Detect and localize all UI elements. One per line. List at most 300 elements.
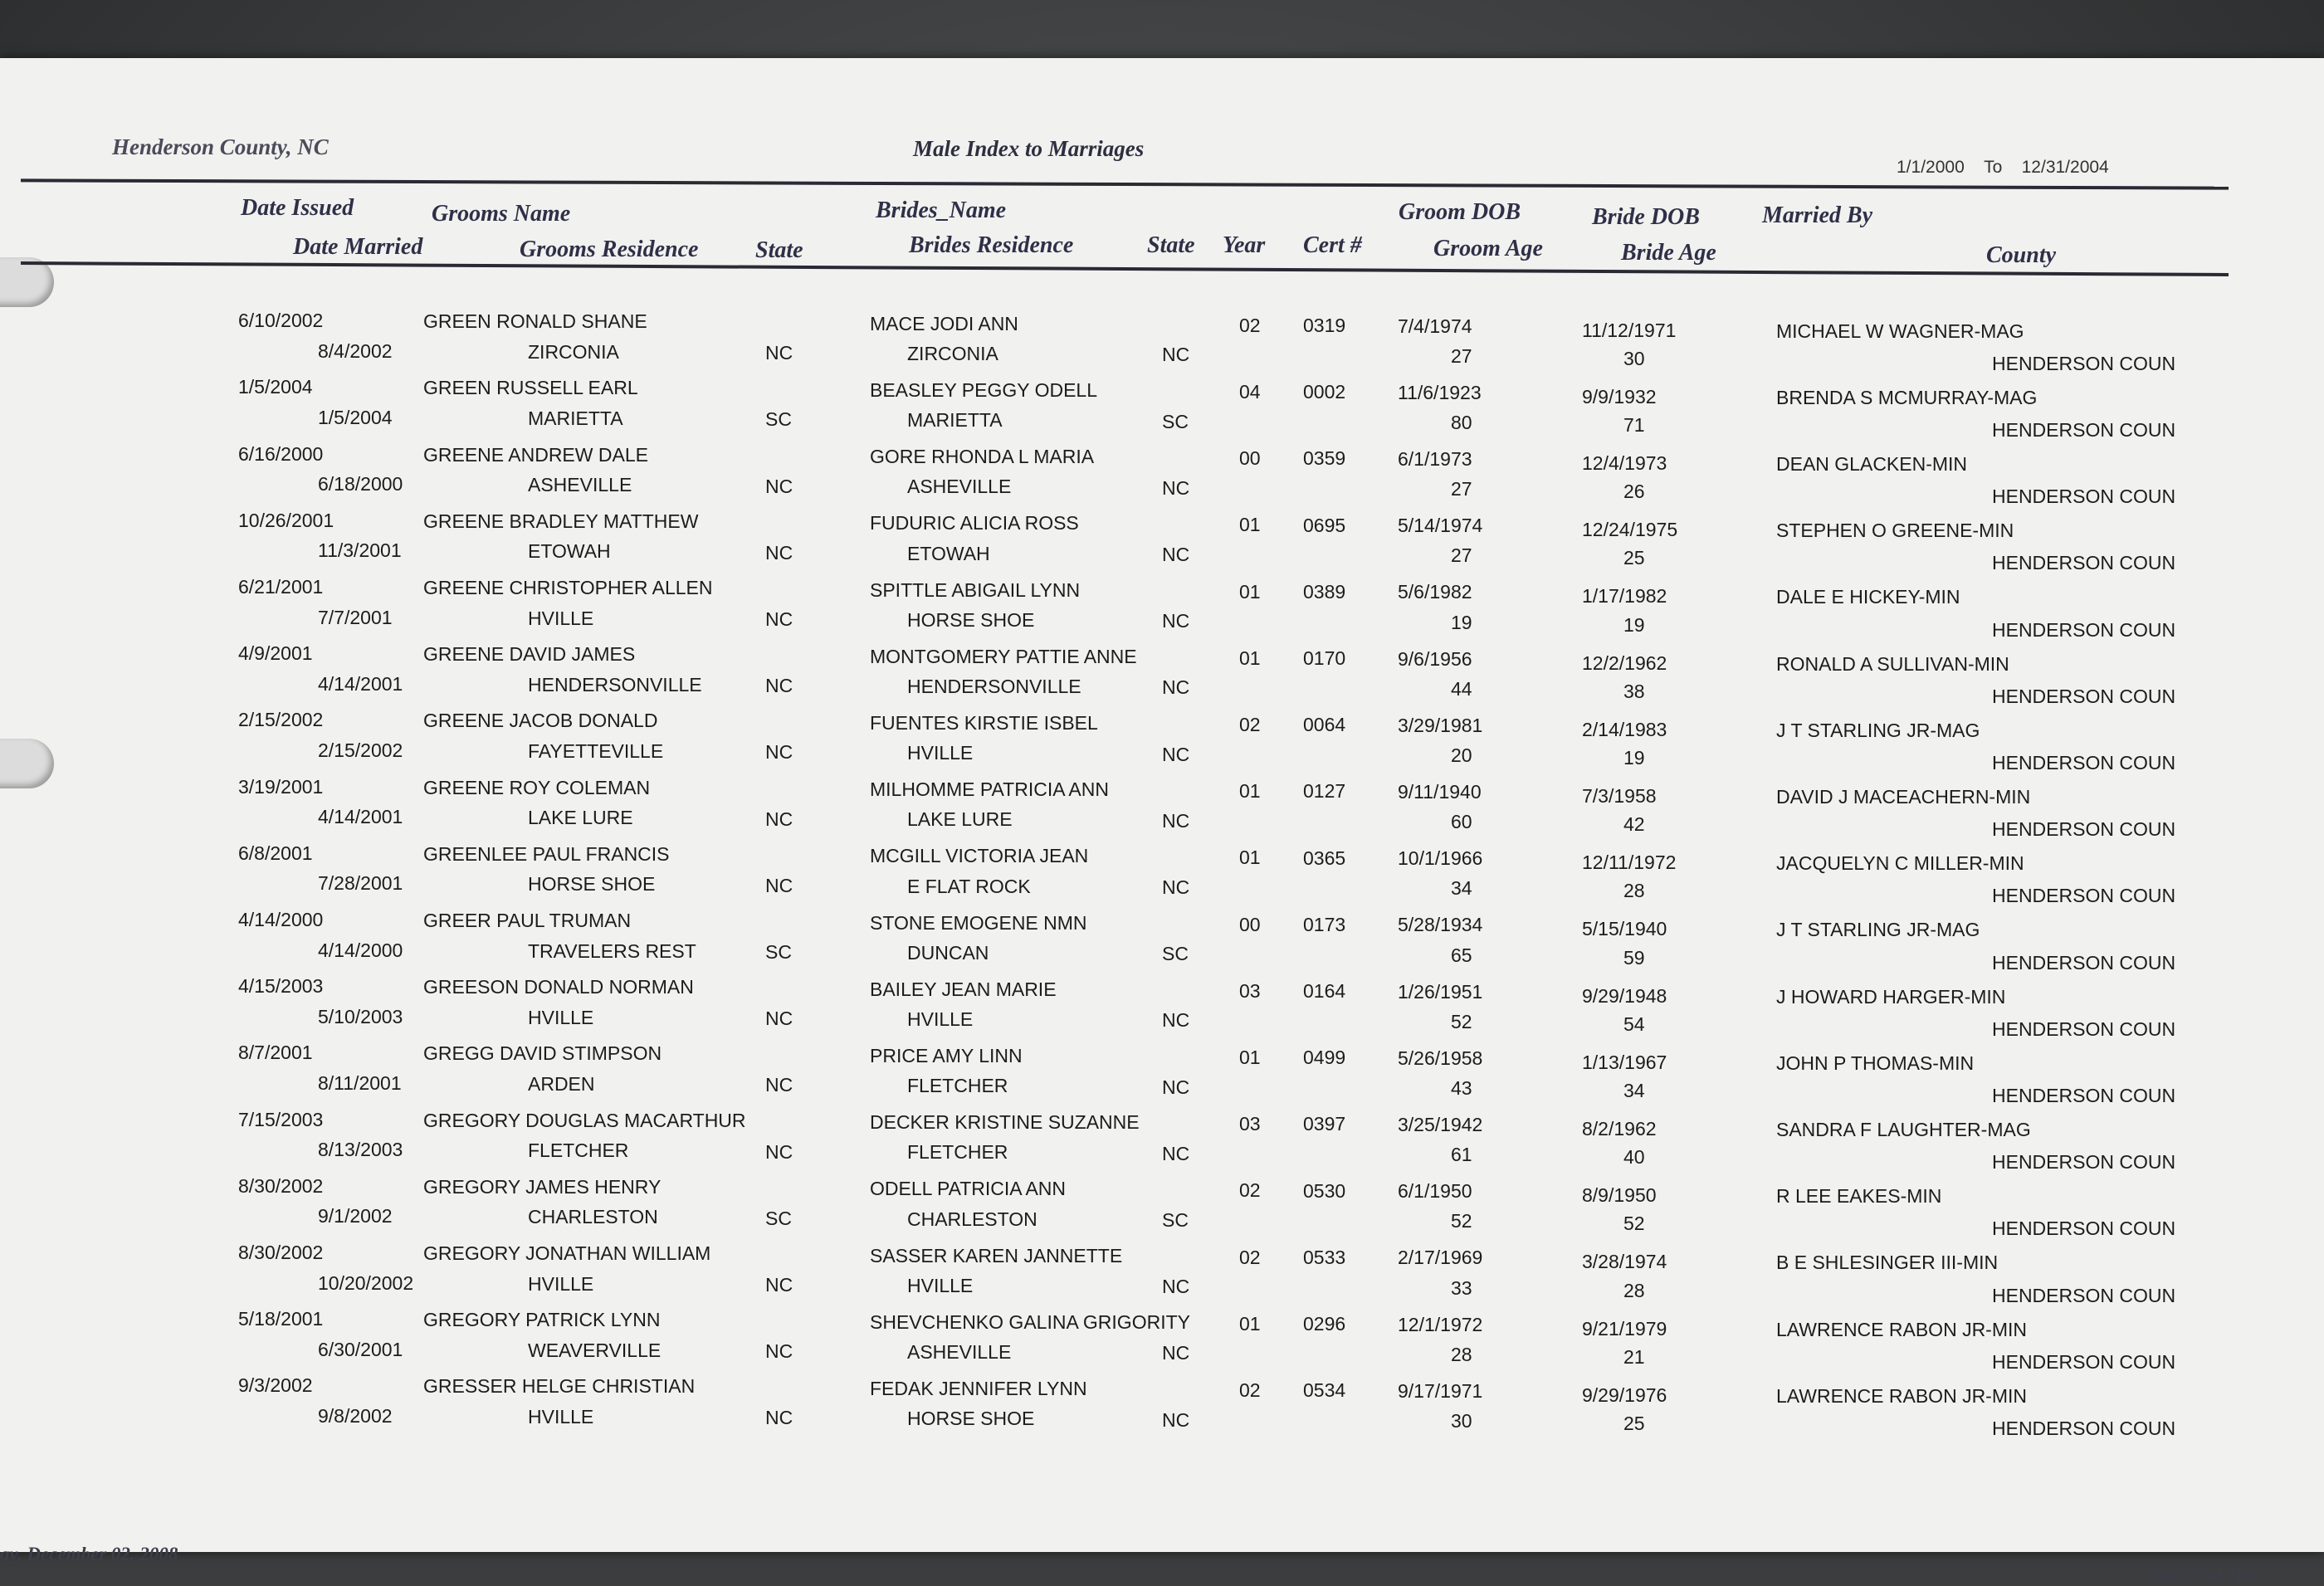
date-married-cell: 4/14/2001 [318, 806, 403, 828]
county-heading: Henderson County, NC [112, 134, 329, 159]
bride-residence-cell: HVILLE [907, 1008, 974, 1030]
bride-state-cell: SC [1162, 1208, 1189, 1231]
cert-cell: 0359 [1303, 447, 1346, 470]
bride-dob-cell: 3/28/1974 [1582, 1251, 1667, 1273]
county-cell: HENDERSON COUN [1992, 1017, 2176, 1040]
bride-name-cell: MILHOMME PATRICIA ANN [870, 778, 1109, 801]
groom-residence-cell: WEAVERVILLE [528, 1339, 662, 1361]
groom-age-cell: 43 [1451, 1077, 1472, 1100]
year-cell: 01 [1239, 647, 1261, 669]
bride-age-cell: 25 [1623, 1413, 1645, 1434]
groom-dob-cell: 2/17/1969 [1398, 1247, 1483, 1269]
col-cert: Cert # [1303, 232, 1362, 258]
date-issued-cell: 8/7/2001 [238, 1042, 313, 1064]
married-by-cell: SANDRA F LAUGHTER-MAG [1776, 1119, 2031, 1141]
groom-age-cell: 28 [1451, 1343, 1472, 1365]
groom-residence-cell: CHARLESTON [528, 1206, 658, 1228]
bride-name-cell: DECKER KRISTINE SUZANNE [870, 1111, 1140, 1134]
date-married-cell: 10/20/2002 [318, 1271, 414, 1294]
county-cell: HENDERSON COUN [1992, 951, 2176, 974]
groom-state-cell: NC [765, 541, 793, 564]
groom-residence-cell: FAYETTEVILLE [528, 740, 664, 763]
cert-cell: 0173 [1303, 913, 1346, 935]
header-bottom-rule [21, 261, 2229, 276]
groom-state-cell: NC [765, 608, 793, 630]
bride-age-cell: 19 [1623, 613, 1645, 636]
bride-age-cell: 54 [1623, 1013, 1645, 1035]
date-issued-cell: 9/3/2002 [238, 1374, 313, 1397]
married-by-cell: J HOWARD HARGER-MIN [1776, 985, 2006, 1008]
bride-dob-cell: 7/3/1958 [1582, 784, 1657, 807]
bride-dob-cell: 9/29/1976 [1582, 1383, 1667, 1406]
year-cell: 01 [1239, 780, 1261, 803]
county-cell: HENDERSON COUN [1992, 1085, 2176, 1106]
page-number: Page 77 of 219 [2150, 1567, 2252, 1585]
document-page [0, 58, 2324, 1585]
county-cell: HENDERSON COUN [1992, 1284, 2176, 1306]
date-married-cell: 11/3/2001 [318, 539, 402, 562]
groom-residence-cell: HVILLE [528, 1006, 594, 1028]
groom-dob-cell: 10/1/1966 [1398, 847, 1483, 870]
bride-name-cell: MCGILL VICTORIA JEAN [870, 845, 1089, 867]
col-brides-residence: Brides Residence [909, 232, 1074, 258]
county-cell: HENDERSON COUN [1992, 685, 2176, 707]
married-by-cell: MICHAEL W WAGNER-MAG [1776, 320, 2024, 342]
bride-residence-cell: LAKE LURE [907, 808, 1013, 831]
date-issued-cell: 10/26/2001 [238, 509, 334, 531]
date-married-cell: 1/5/2004 [318, 406, 393, 428]
county-cell: HENDERSON COUN [1992, 486, 2176, 508]
date-issued-cell: 6/8/2001 [238, 842, 313, 864]
cert-cell: 0170 [1303, 647, 1346, 670]
date-issued-cell: 5/18/2001 [238, 1308, 324, 1330]
bride-age-cell: 21 [1623, 1345, 1645, 1368]
bride-residence-cell: HVILLE [907, 742, 974, 764]
groom-name-cell: GREEN RUSSELL EARL [423, 377, 638, 399]
bride-age-cell: 71 [1623, 414, 1645, 436]
groom-residence-cell: HVILLE [528, 607, 594, 629]
cert-cell: 0499 [1303, 1047, 1346, 1069]
date-married-cell: 4/14/2000 [318, 939, 403, 961]
groom-name-cell: GREGORY JAMES HENRY [423, 1175, 662, 1198]
groom-state-cell: NC [765, 1340, 793, 1363]
groom-age-cell: 34 [1451, 877, 1472, 900]
married-by-cell: R LEE EAKES-MIN [1776, 1185, 1942, 1208]
groom-age-cell: 52 [1451, 1210, 1472, 1232]
bride-dob-cell: 12/11/1972 [1582, 852, 1677, 874]
county-cell: HENDERSON COUN [1992, 618, 2176, 641]
groom-age-cell: 52 [1451, 1010, 1472, 1032]
groom-age-cell: 44 [1451, 677, 1472, 700]
year-cell: 00 [1239, 913, 1261, 935]
report-title: Male Index to Marriages [913, 136, 1145, 161]
bride-name-cell: BAILEY JEAN MARIE [870, 978, 1057, 1000]
cert-cell: 0064 [1303, 714, 1346, 736]
col-groom-dob: Groom DOB [1399, 199, 1521, 225]
bride-state-cell: NC [1162, 1076, 1190, 1098]
county-cell: HENDERSON COUN [1992, 1151, 2176, 1174]
cert-cell: 0319 [1303, 315, 1346, 337]
bride-name-cell: MONTGOMERY PATTIE ANNE [870, 645, 1137, 667]
cert-cell: 0365 [1303, 847, 1346, 869]
groom-state-cell: NC [765, 741, 793, 764]
cert-cell: 0296 [1303, 1313, 1346, 1335]
bride-state-cell: NC [1162, 1342, 1190, 1364]
bride-age-cell: 52 [1623, 1213, 1645, 1235]
groom-name-cell: GREENE ANDREW DALE [423, 443, 648, 466]
bride-age-cell: 25 [1623, 547, 1645, 569]
bride-name-cell: ODELL PATRICIA ANN [870, 1178, 1067, 1200]
groom-residence-cell: ARDEN [528, 1073, 595, 1096]
bride-residence-cell: DUNCAN [907, 941, 989, 964]
bride-residence-cell: CHARLESTON [907, 1208, 1038, 1230]
bride-age-cell: 38 [1623, 680, 1645, 702]
groom-name-cell: GREER PAUL TRUMAN [423, 910, 632, 932]
year-cell: 02 [1239, 713, 1261, 735]
groom-dob-cell: 11/6/1923 [1398, 381, 1482, 403]
bride-residence-cell: ETOWAH [907, 542, 990, 564]
bride-residence-cell: ASHEVILLE [907, 476, 1012, 498]
date-married-cell: 8/13/2003 [318, 1139, 403, 1161]
bride-age-cell: 26 [1623, 481, 1645, 503]
bride-name-cell: MACE JODI ANN [870, 312, 1018, 334]
bride-residence-cell: E FLAT ROCK [907, 875, 1031, 897]
groom-dob-cell: 5/28/1934 [1398, 914, 1483, 936]
date-married-cell: 6/18/2000 [318, 473, 403, 495]
groom-age-cell: 30 [1451, 1410, 1472, 1432]
bride-state-cell: NC [1162, 1408, 1190, 1431]
bride-residence-cell: FLETCHER [907, 1075, 1008, 1097]
married-by-cell: B E SHLESINGER III-MIN [1776, 1252, 1999, 1274]
bride-name-cell: STONE EMOGENE NMN [870, 911, 1087, 934]
date-from: 1/1/2000 [1897, 158, 1965, 177]
bride-name-cell: SASSER KAREN JANNETTE [870, 1244, 1123, 1266]
groom-age-cell: 33 [1451, 1276, 1472, 1299]
year-cell: 02 [1239, 1379, 1261, 1401]
groom-age-cell: 27 [1451, 478, 1472, 500]
col-bride-age: Bride Age [1621, 240, 1716, 266]
married-by-cell: DAVID J MACEACHERN-MIN [1776, 786, 2031, 808]
bride-state-cell: NC [1162, 876, 1190, 898]
date-married-cell: 7/7/2001 [318, 606, 393, 628]
date-issued-cell: 4/14/2000 [238, 909, 324, 931]
bride-name-cell: FUDURIC ALICIA ROSS [870, 512, 1079, 534]
col-date-married: Date Married [293, 234, 423, 260]
date-married-cell: 5/10/2003 [318, 1005, 403, 1027]
bride-state-cell: NC [1162, 743, 1190, 765]
bride-state-cell: NC [1162, 1276, 1190, 1298]
date-married-cell: 6/30/2001 [318, 1338, 403, 1360]
cert-cell: 0530 [1303, 1179, 1346, 1202]
groom-residence-cell: ETOWAH [528, 540, 611, 563]
groom-state-cell: NC [765, 342, 793, 364]
married-by-cell: BRENDA S MCMURRAY-MAG [1776, 386, 2038, 408]
to-label: To [1984, 158, 2003, 177]
county-cell: HENDERSON COUN [1992, 1350, 2176, 1373]
groom-state-cell: NC [765, 1273, 793, 1296]
date-issued-cell: 7/15/2003 [238, 1108, 324, 1130]
col-state-2: State [1147, 232, 1195, 258]
county-cell: HENDERSON COUN [1992, 752, 2176, 773]
year-cell: 01 [1239, 580, 1261, 603]
groom-age-cell: 27 [1451, 344, 1472, 367]
col-brides-name: Brides_Name [876, 198, 1007, 223]
groom-state-cell: NC [765, 1008, 793, 1030]
married-by-cell: LAWRENCE RABON JR-MIN [1776, 1318, 2027, 1340]
married-by-cell: LAWRENCE RABON JR-MIN [1776, 1384, 2027, 1407]
bride-residence-cell: MARIETTA [907, 409, 1003, 432]
bride-name-cell: FEDAK JENNIFER LYNN [870, 1377, 1087, 1399]
groom-name-cell: GREENLEE PAUL FRANCIS [423, 842, 670, 865]
col-grooms-residence: Grooms Residence [520, 237, 699, 262]
groom-residence-cell: HVILLE [528, 1406, 594, 1428]
married-by-cell: J T STARLING JR-MAG [1776, 719, 1980, 741]
groom-age-cell: 61 [1451, 1144, 1472, 1166]
bride-dob-cell: 5/15/1940 [1582, 918, 1667, 940]
year-cell: 01 [1239, 1046, 1261, 1068]
date-married-cell: 9/8/2002 [318, 1404, 393, 1427]
groom-residence-cell: HORSE SHOE [528, 873, 656, 895]
date-issued-cell: 3/19/2001 [238, 775, 324, 798]
groom-residence-cell: ZIRCONIA [528, 340, 619, 363]
col-groom-age: Groom Age [1433, 236, 1543, 261]
groom-residence-cell: HVILLE [528, 1272, 594, 1295]
bride-state-cell: NC [1162, 1009, 1190, 1032]
groom-residence-cell: HENDERSONVILLE [528, 673, 702, 695]
bride-name-cell: BEASLEY PEGGY ODELL [870, 378, 1098, 401]
bride-state-cell: SC [1162, 410, 1189, 432]
groom-state-cell: NC [765, 1074, 793, 1096]
cert-cell: 0389 [1303, 580, 1346, 603]
groom-age-cell: 27 [1451, 544, 1472, 567]
bride-dob-cell: 8/2/1962 [1582, 1117, 1657, 1139]
groom-name-cell: GREGORY JONATHAN WILLIAM [423, 1242, 711, 1265]
bride-dob-cell: 1/13/1967 [1582, 1051, 1667, 1073]
bride-age-cell: 34 [1623, 1080, 1645, 1101]
groom-name-cell: GREENE DAVID JAMES [423, 643, 636, 666]
groom-dob-cell: 12/1/1972 [1398, 1313, 1483, 1335]
bride-name-cell: SPITTLE ABIGAIL LYNN [870, 578, 1081, 601]
groom-state-cell: NC [765, 675, 793, 697]
groom-residence-cell: LAKE LURE [528, 807, 633, 829]
county-cell: HENDERSON COUN [1992, 818, 2176, 841]
groom-residence-cell: TRAVELERS REST [528, 939, 696, 962]
groom-state-cell: NC [765, 808, 793, 830]
married-by-cell: JOHN P THOMAS-MIN [1776, 1052, 1975, 1074]
date-married-cell: 2/15/2002 [318, 739, 403, 761]
cert-cell: 0533 [1303, 1246, 1346, 1268]
groom-dob-cell: 5/14/1974 [1398, 515, 1483, 537]
groom-name-cell: GREESON DONALD NORMAN [423, 976, 694, 998]
year-cell: 02 [1239, 1246, 1261, 1268]
bride-name-cell: GORE RHONDA L MARIA [870, 446, 1095, 468]
date-to: 12/31/2004 [2021, 158, 2109, 177]
groom-dob-cell: 9/11/1940 [1398, 780, 1482, 803]
bride-state-cell: NC [1162, 344, 1190, 366]
groom-name-cell: GREGG DAVID STIMPSON [423, 1042, 662, 1065]
cert-cell: 0695 [1303, 514, 1346, 536]
cert-cell: 0127 [1303, 780, 1346, 803]
date-range [1897, 158, 2109, 178]
groom-name-cell: GREENE ROY COLEMAN [423, 776, 651, 798]
groom-name-cell: GREGORY DOUGLAS MACARTHUR [423, 1109, 746, 1131]
date-married-cell: 8/11/2001 [318, 1071, 402, 1094]
bride-dob-cell: 11/12/1971 [1582, 319, 1677, 341]
bride-age-cell: 28 [1623, 1279, 1645, 1301]
date-issued-cell: 2/15/2002 [238, 709, 324, 731]
year-cell: 01 [1239, 514, 1261, 536]
groom-age-cell: 60 [1451, 811, 1472, 833]
cert-cell: 0164 [1303, 980, 1346, 1003]
bride-age-cell: 30 [1623, 347, 1645, 369]
year-cell: 01 [1239, 1312, 1261, 1335]
date-issued-cell: 6/16/2000 [238, 442, 324, 465]
bride-dob-cell: 9/29/1948 [1582, 984, 1667, 1007]
groom-age-cell: 65 [1451, 944, 1472, 966]
bride-age-cell: 59 [1623, 946, 1645, 969]
year-cell: 04 [1239, 380, 1261, 403]
county-cell: HENDERSON COUN [1992, 1418, 2176, 1439]
groom-age-cell: 19 [1451, 611, 1472, 633]
bride-name-cell: FUENTES KIRSTIE ISBEL [870, 711, 1098, 734]
year-cell: 03 [1239, 979, 1261, 1002]
married-by-cell: DEAN GLACKEN-MIN [1776, 453, 1968, 476]
bride-residence-cell: HORSE SHOE [907, 1408, 1035, 1430]
bride-dob-cell: 12/2/1962 [1582, 651, 1667, 674]
married-by-cell: JACQUELYN C MILLER-MIN [1776, 852, 2024, 875]
date-married-cell: 4/14/2001 [318, 672, 403, 695]
binder-ring [0, 739, 54, 788]
date-issued-cell: 1/5/2004 [238, 376, 313, 398]
date-issued-cell: 8/30/2002 [238, 1174, 324, 1197]
married-by-cell: DALE E HICKEY-MIN [1776, 586, 1960, 608]
groom-age-cell: 20 [1451, 744, 1472, 767]
groom-state-cell: SC [765, 408, 792, 431]
year-cell: 00 [1239, 447, 1261, 470]
bride-state-cell: NC [1162, 809, 1190, 832]
groom-dob-cell: 5/6/1982 [1398, 581, 1472, 603]
bride-name-cell: SHEVCHENKO GALINA GRIGORITY [870, 1310, 1190, 1333]
col-year: Year [1223, 232, 1266, 258]
date-issued-cell: 6/21/2001 [238, 576, 324, 598]
col-state: State [755, 237, 803, 263]
married-by-cell: STEPHEN O GREENE-MIN [1776, 520, 2014, 542]
bride-state-cell: NC [1162, 610, 1190, 632]
year-cell: 02 [1239, 1179, 1261, 1202]
groom-state-cell: NC [765, 1140, 793, 1163]
col-married-by: Married By [1762, 203, 1872, 228]
cert-cell: 0534 [1303, 1379, 1346, 1402]
bride-age-cell: 19 [1623, 747, 1645, 769]
header-top-rule [21, 178, 2229, 189]
date-issued-cell: 4/15/2003 [238, 975, 324, 998]
groom-state-cell: NC [765, 475, 793, 497]
groom-name-cell: GREENE CHRISTOPHER ALLEN [423, 577, 713, 599]
bride-residence-cell: HENDERSONVILLE [907, 675, 1081, 697]
groom-state-cell: SC [765, 1207, 792, 1229]
bride-dob-cell: 8/9/1950 [1582, 1184, 1657, 1207]
groom-dob-cell: 9/6/1956 [1398, 647, 1472, 670]
groom-dob-cell: 5/26/1958 [1398, 1047, 1483, 1069]
cert-cell: 0397 [1303, 1113, 1346, 1135]
groom-dob-cell: 1/26/1951 [1398, 980, 1483, 1003]
county-cell: HENDERSON COUN [1992, 352, 2176, 374]
groom-dob-cell: 7/4/1974 [1398, 315, 1472, 337]
groom-state-cell: SC [765, 940, 792, 963]
groom-residence-cell: ASHEVILLE [528, 474, 632, 496]
year-cell: 02 [1239, 314, 1261, 336]
col-bride-dob: Bride DOB [1592, 204, 1700, 230]
col-date-issued: Date Issued [241, 195, 354, 221]
groom-age-cell: 80 [1451, 412, 1472, 434]
bride-dob-cell: 12/24/1975 [1582, 519, 1678, 541]
col-county: County [1986, 242, 2057, 268]
county-cell: HENDERSON COUN [1992, 419, 2176, 441]
groom-name-cell: GREEN RONALD SHANE [423, 310, 647, 333]
date-married-cell: 9/1/2002 [318, 1205, 393, 1227]
date-issued-cell: 4/9/2001 [238, 642, 313, 665]
date-married-cell: 7/28/2001 [318, 872, 403, 895]
groom-dob-cell: 9/17/1971 [1398, 1379, 1483, 1402]
bride-residence-cell: HVILLE [907, 1274, 974, 1296]
bride-dob-cell: 9/9/1932 [1582, 385, 1657, 407]
bride-state-cell: NC [1162, 676, 1190, 699]
county-cell: HENDERSON COUN [1992, 1218, 2176, 1240]
year-cell: 03 [1239, 1113, 1261, 1135]
groom-dob-cell: 6/1/1973 [1398, 447, 1472, 470]
bride-residence-cell: ASHEVILLE [907, 1340, 1012, 1363]
print-date: ay, December 02, 2008 [0, 1544, 178, 1564]
groom-dob-cell: 6/1/1950 [1398, 1180, 1472, 1203]
bride-state-cell: SC [1162, 943, 1189, 965]
bride-name-cell: PRICE AMY LINN [870, 1044, 1023, 1066]
bride-dob-cell: 1/17/1982 [1582, 585, 1667, 608]
bride-dob-cell: 2/14/1983 [1582, 718, 1667, 740]
bride-residence-cell: FLETCHER [907, 1141, 1008, 1164]
married-by-cell: J T STARLING JR-MAG [1776, 919, 1980, 941]
groom-residence-cell: FLETCHER [528, 1139, 629, 1162]
bride-dob-cell: 12/4/1973 [1582, 451, 1667, 474]
bride-age-cell: 28 [1623, 880, 1645, 902]
bride-state-cell: NC [1162, 1142, 1190, 1164]
col-grooms-name: Grooms Name [432, 201, 571, 227]
date-married-cell: 8/4/2002 [318, 339, 393, 362]
groom-state-cell: NC [765, 1407, 793, 1429]
date-issued-cell: 8/30/2002 [238, 1242, 324, 1264]
bride-state-cell: NC [1162, 543, 1190, 565]
bride-age-cell: 40 [1623, 1146, 1645, 1169]
bride-residence-cell: ZIRCONIA [907, 342, 998, 364]
groom-name-cell: GREENE JACOB DONALD [423, 710, 658, 732]
groom-name-cell: GREGORY PATRICK LYNN [423, 1309, 661, 1331]
groom-dob-cell: 3/25/1942 [1398, 1113, 1483, 1135]
date-issued-cell: 6/10/2002 [238, 310, 324, 332]
groom-dob-cell: 3/29/1981 [1398, 714, 1483, 736]
bride-dob-cell: 9/21/1979 [1582, 1317, 1667, 1340]
cert-cell: 0002 [1303, 381, 1346, 403]
groom-name-cell: GRESSER HELGE CHRISTIAN [423, 1375, 696, 1398]
county-cell: HENDERSON COUN [1992, 885, 2176, 907]
married-by-cell: RONALD A SULLIVAN-MIN [1776, 652, 2009, 675]
bride-age-cell: 42 [1623, 813, 1645, 836]
bride-state-cell: NC [1162, 476, 1190, 499]
year-cell: 01 [1239, 847, 1261, 869]
groom-name-cell: GREENE BRADLEY MATTHEW [423, 510, 699, 532]
groom-residence-cell: MARIETTA [528, 407, 623, 430]
groom-state-cell: NC [765, 874, 793, 896]
bride-residence-cell: HORSE SHOE [907, 608, 1035, 631]
county-cell: HENDERSON COUN [1992, 552, 2176, 574]
